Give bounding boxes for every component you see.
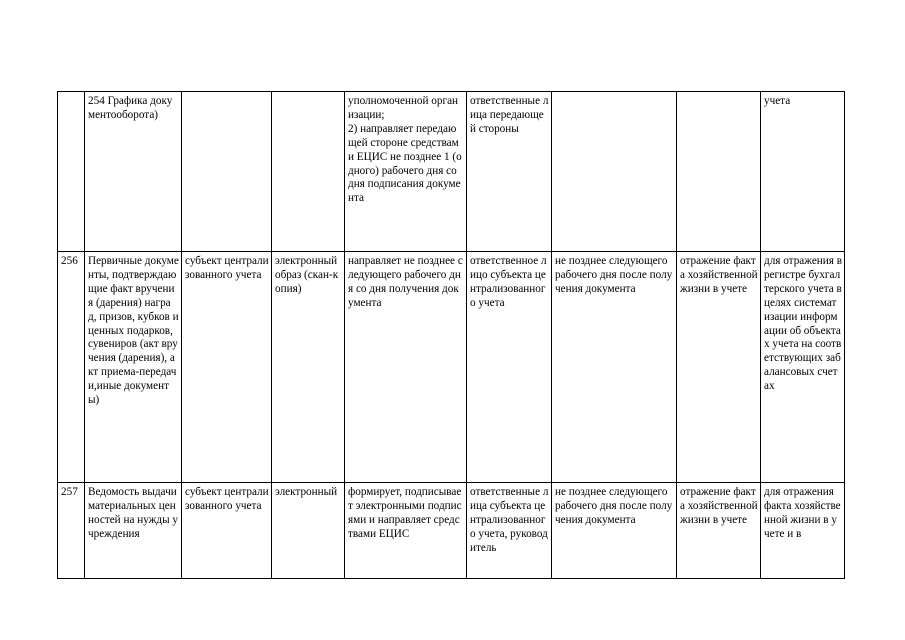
cell-action: направляет не позднее следующего рабочего дня со дня получения документа <box>345 252 467 483</box>
cell-deadline: не позднее следующего рабочего дня после получения документа <box>552 483 677 579</box>
cell-result: отражение факта хозяйственной жизни в учете <box>677 252 761 483</box>
cell-purpose: учета <box>761 92 845 252</box>
cell-form: электронный образ (скан-копия) <box>272 252 345 483</box>
table-row <box>58 92 845 252</box>
cell-responsible: ответственное лицо субъекта централизованного учета <box>467 252 552 483</box>
table-row <box>58 252 845 483</box>
cell-deadline: не позднее следующего рабочего дня после получения документа <box>552 252 677 483</box>
cell-responsible: ответственные лица передающей стороны <box>467 92 552 252</box>
cell-result: отражение факта хозяйственной жизни в учете <box>677 483 761 579</box>
cell-result <box>677 92 761 252</box>
cell-document-name: Первичные документы, подтверждающие факт вручения (дарения) наград, призов, кубков и ценных подарков, сувениров (акт вручения (дарения), акт приема-передачи,иные документы) <box>85 252 182 483</box>
cell-number <box>58 92 85 252</box>
table-row <box>58 483 845 579</box>
cell-form: электронный <box>272 483 345 579</box>
cell-form <box>272 92 345 252</box>
cell-number: 256 <box>58 252 85 483</box>
cell-action: уполномоченной организации; 2) направляет передающей стороне средствами ЕЦИС не позднее 1 (одного) рабочего дня со дня подписания документа <box>345 92 467 252</box>
cell-document-name: Ведомость выдачи материальных ценностей на нужды учреждения <box>85 483 182 579</box>
cell-subject: субъект централизованного учета <box>182 483 272 579</box>
cell-number: 257 <box>58 483 85 579</box>
document-table <box>57 91 845 579</box>
cell-document-name: 254 Графика документооборота) <box>85 92 182 252</box>
cell-subject: субъект централизованного учета <box>182 252 272 483</box>
cell-responsible: ответственные лица субъекта централизованного учета, руководитель <box>467 483 552 579</box>
cell-deadline <box>552 92 677 252</box>
cell-purpose: для отражения факта хозяйственной жизни в учете и в <box>761 483 845 579</box>
cell-subject <box>182 92 272 252</box>
cell-purpose: для отражения в регистре бухгалтерского учета в целях систематизации информации об объектах учета на соответствующих забалансовых счетах <box>761 252 845 483</box>
cell-action: формирует, подписывает электронными подписями и направляет средствами ЕЦИС <box>345 483 467 579</box>
